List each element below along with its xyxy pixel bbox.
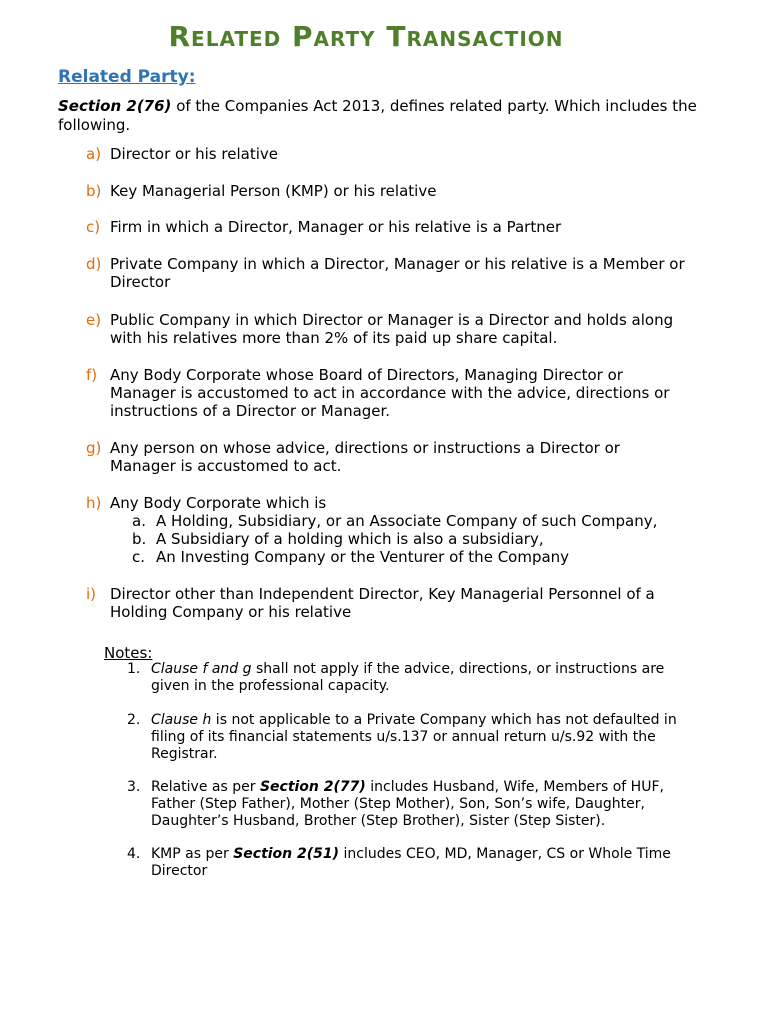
sub-list-item-text: An Investing Company or the Venturer of the Company <box>156 548 570 566</box>
note-number: 4. <box>127 846 141 862</box>
note-body <box>151 779 681 830</box>
list-marker: a) <box>86 145 102 163</box>
list-item-text: Public Company in which Director or Manager is a Director and holds along with his relatives more than 2% of its paid up share capital. <box>110 311 674 347</box>
sub-list-marker: c. <box>132 548 146 566</box>
list-item-text: Director or his relative <box>110 145 278 163</box>
list-marker: b) <box>86 182 102 200</box>
note-body <box>151 846 681 880</box>
list-marker: g) <box>86 439 102 457</box>
sub-list-marker: b. <box>132 530 147 548</box>
intro-paragraph <box>58 97 698 135</box>
section-heading-related-party: Related Party: <box>58 67 196 87</box>
note-italic-text: Clause f and g <box>151 661 252 677</box>
list-item-text: Any Body Corporate which is <box>110 494 327 512</box>
sub-list-item-text: A Holding, Subsidiary, or an Associate Company of such Company, <box>156 512 658 530</box>
list-item-text: Any Body Corporate whose Board of Directors, Managing Director or Manager is accustomed to act in accordance with the advice, directions or instructions of a Director or Manager. <box>110 366 670 420</box>
note-text: shall not apply if the advice, directions, or instructions are given in the professional capacity. <box>151 661 665 694</box>
document-title: Related Party Transaction <box>168 20 564 53</box>
note-italic-text: Clause h <box>151 712 212 728</box>
intro-text: of the Companies Act 2013, defines related party. Which includes the following. <box>58 97 697 134</box>
note-text: includes CEO, MD, Manager, CS or Whole Time Director <box>151 846 671 879</box>
list-marker: i) <box>86 585 97 603</box>
section-reference: Section 2(51) <box>233 846 340 862</box>
note-text-before: KMP as per <box>151 846 234 862</box>
list-item-text: Private Company in which a Director, Manager or his relative is a Member or Director <box>110 255 685 291</box>
sub-list-marker: a. <box>132 512 146 530</box>
list-item-text: Director other than Independent Director, Key Managerial Personnel of a Holding Company or his relative <box>110 585 655 621</box>
notes-heading: Notes: <box>104 644 153 662</box>
list-item-text: Any person on whose advice, directions or instructions a Director or Manager is accustomed to act. <box>110 439 620 475</box>
note-text: is not applicable to a Private Company which has not defaulted in filing of its financial statements u/s.137 or annual return u/s.92 with the Registrar. <box>151 712 677 762</box>
list-marker: f) <box>86 366 98 384</box>
note-body <box>151 661 681 695</box>
note-text-before: Relative as per <box>151 779 260 795</box>
sub-list-item-text: A Subsidiary of a holding which is also a subsidiary, <box>156 530 544 548</box>
note-number: 3. <box>127 779 141 795</box>
note-number: 2. <box>127 712 141 728</box>
note-number: 1. <box>127 661 141 677</box>
note-text: includes Husband, Wife, Members of HUF, Father (Step Father), Mother (Step Mother), Son, Son’s wife, Daughter, Daughter’s Husband, Brother (Step Brother), Sister (Step Sister). <box>151 779 664 829</box>
note-body <box>151 712 681 763</box>
section-reference: Section 2(76) <box>58 97 172 115</box>
list-marker: h) <box>86 494 102 512</box>
list-item-text: Key Managerial Person (KMP) or his relative <box>110 182 437 200</box>
list-marker: c) <box>86 218 101 236</box>
list-marker: d) <box>86 255 102 273</box>
list-marker: e) <box>86 311 102 329</box>
section-reference: Section 2(77) <box>259 779 366 795</box>
list-item-text: Firm in which a Director, Manager or his relative is a Partner <box>110 218 562 236</box>
